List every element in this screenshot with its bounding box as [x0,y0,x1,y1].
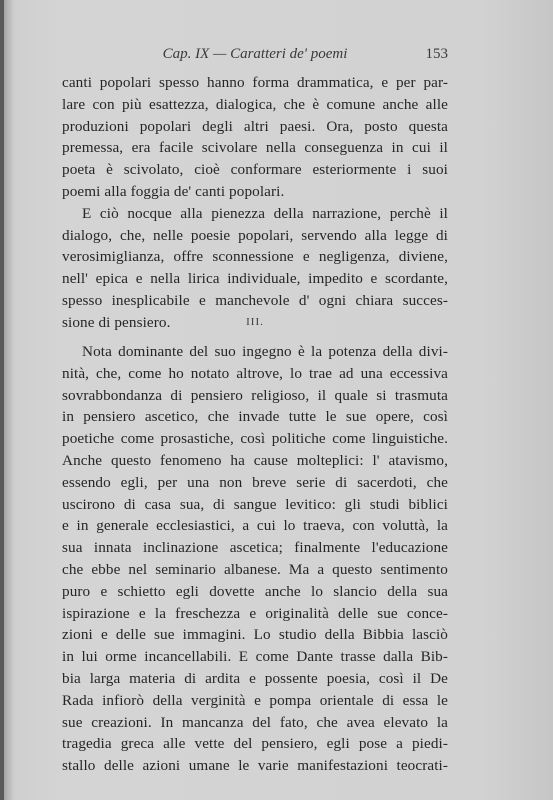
text-line: poeta è scivolato, cioè conformare esteriormente i suoi [62,161,448,179]
text-line: spesso inesplicabile e manchevole d' ogni chiara succes- [62,291,448,309]
text-line: E ciò nocque alla pienezza della narrazione, perchè il [82,204,448,222]
page-spine-shadow [0,0,4,800]
text-line: lare con più esattezza, dialogica, che è comune anche alle [62,95,448,113]
text-line: zioni e delle sue immagini. Lo studio della Bibbia lasciò [62,626,448,644]
text-line: sua innata inclinazione ascetica; finalmente l'educazione [62,539,448,557]
text-line: sione di pensiero. [62,313,171,331]
text-line: nità, che, come ho notato altrove, lo trae ad una eccessiva [62,364,448,382]
text-line: essendo egli, per una non breve serie di sacerdoti, che [62,473,448,491]
running-title: Cap. IX — Caratteri de' poemi [162,46,348,62]
text-line: produzioni popolari degli altri paesi. Ora, posto questa [62,117,448,135]
text-line: bia larga materia di ardita e possente poesia, così il De [62,669,448,687]
text-line: poemi alla foggia de' canti popolari. [62,182,285,200]
text-line: dialogo, che, nelle poesie popolari, servendo alla legge di [62,226,448,244]
text-block-1 [62,72,448,334]
text-line: in lui orme incancellabili. E come Dante trasse dalla Bib- [62,648,448,666]
text-line: nell' epica e nella lirica individuale, impedito e scordante, [62,270,448,288]
section-heading: III. [246,316,264,328]
text-line: poetiche come prosastiche, così politiche come linguistiche. [62,430,448,448]
text-line: Anche questo fenomeno ha cause molteplici: l' atavismo, [62,451,448,469]
text-line: premessa, era facile scivolare nella conseguenza in cui il [62,139,448,157]
text-block-2 [62,341,448,777]
text-line: stallo delle azioni umane le varie manifestazioni teocrati- [62,757,448,775]
text-line: sovrabbondanza di pensiero religioso, il quale si trasmuta [62,386,448,404]
text-line: in pensiero ascetico, che invade tutte le sue opere, così [62,408,448,426]
text-line: Rada infiorò della verginità e pompa orientale di essa le [62,691,448,709]
text-line: sue creazioni. In mancanza del fato, che avea elevato la [62,713,448,731]
text-line: che ebbe nel seminario albanese. Ma a questo sentimento [62,560,448,578]
text-line: verosimiglianza, offre sconnessione e negligenza, diviene, [62,248,448,266]
text-line: ispirazione e la freschezza e originalità delle sue conce- [62,604,448,622]
page-number: 153 [425,46,448,62]
text-line: tragedia greca alle vette del pensiero, egli pose a piedi- [62,735,448,753]
text-line: canti popolari spesso hanno forma drammatica, e per par- [62,74,448,91]
text-line: Nota dominante del suo ingegno è la potenza della divi- [82,343,448,360]
text-line: puro e schietto egli dovette anche lo slancio della sua [62,582,448,600]
text-line: e in generale ecclesiastici, a cui lo traeva, con voluttà, la [62,517,448,535]
running-header [62,44,448,68]
text-line: uscirono di casa sua, di sangue levitico: gli studi biblici [62,495,448,513]
